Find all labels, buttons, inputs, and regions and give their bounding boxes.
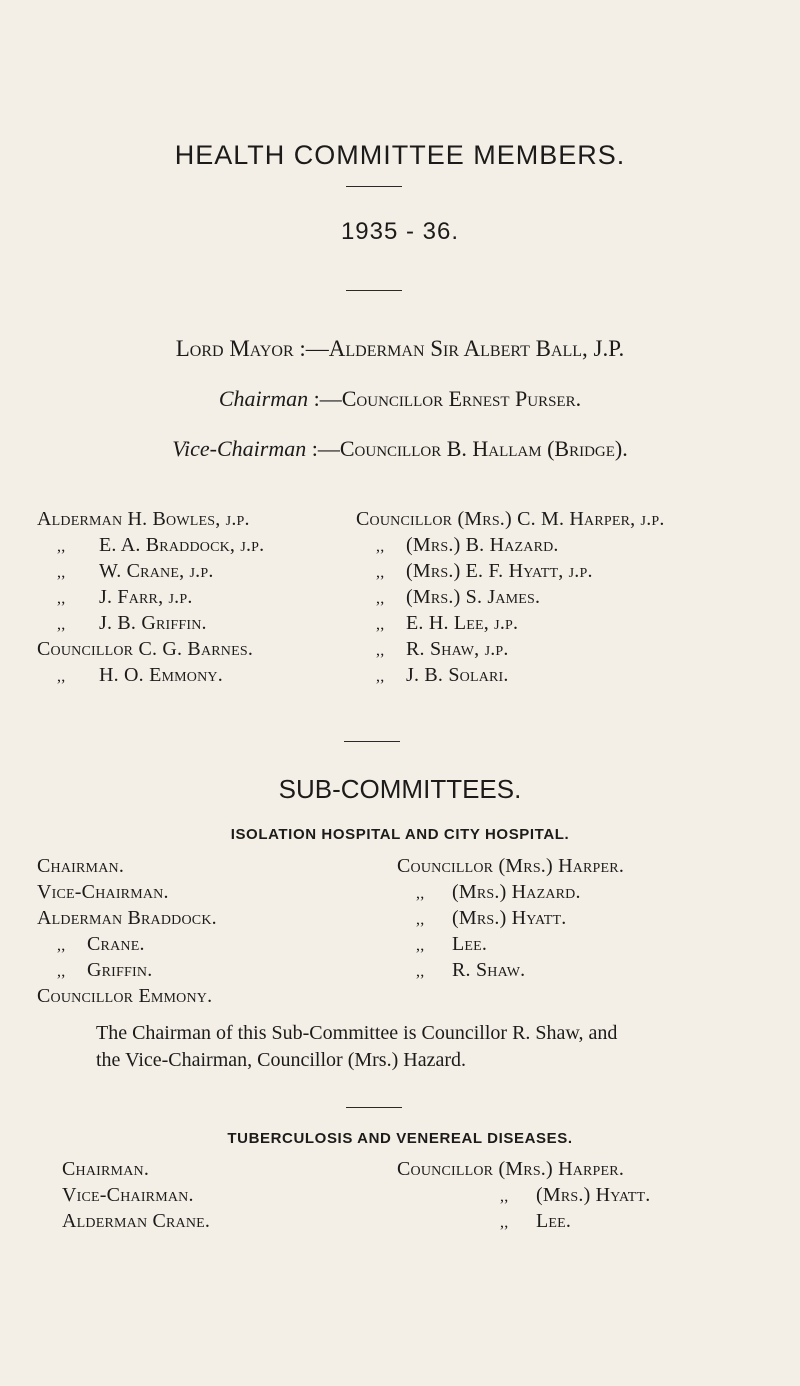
page-title: HEALTH COMMITTEE MEMBERS. bbox=[174, 140, 626, 170]
member-entry: ,, (Mrs.) B. Hazard. bbox=[376, 534, 559, 556]
member-entry: ,, R. Shaw, j.p. bbox=[376, 638, 509, 660]
member-entry: ,, W. Crane, j.p. bbox=[57, 560, 214, 582]
member-entry: Vice-Chairman. bbox=[37, 881, 169, 903]
member-entry: ,, (Mrs.) Hyatt. bbox=[416, 907, 567, 929]
tuberculosis-heading: TUBERCULOSIS AND VENEREAL DISEASES. bbox=[227, 1130, 573, 1147]
chairman-line bbox=[0, 386, 800, 412]
vice-chairman-line bbox=[0, 436, 800, 462]
member-entry: ,, J. B. Solari. bbox=[376, 664, 509, 686]
member-entry: ,, (Mrs.) E. F. Hyatt, j.p. bbox=[376, 560, 593, 582]
lord-mayor-label: Lord Mayor bbox=[175, 336, 294, 361]
isolation-note-line: The Chairman of this Sub-Committee is Councillor R. Shaw, and bbox=[96, 1022, 618, 1044]
member-entry: Vice-Chairman. bbox=[62, 1184, 194, 1206]
member-entry: ,, J. B. Griffin. bbox=[57, 612, 207, 634]
member-entry: ,, Griffin. bbox=[57, 959, 153, 981]
subcommittees-heading: SUB-COMMITTEES. bbox=[278, 774, 522, 804]
member-entry: ,, Lee. bbox=[500, 1210, 572, 1232]
member-entry: Councillor (Mrs.) Harper. bbox=[397, 855, 625, 877]
member-entry: ,, (Mrs.) Hyatt. bbox=[500, 1184, 651, 1206]
member-entry: Councillor (Mrs.) C. M. Harper, j.p. bbox=[356, 508, 665, 530]
chairman-value: :—Councillor Ernest Purser. bbox=[308, 386, 582, 411]
member-entry: Chairman. bbox=[37, 855, 125, 877]
member-entry: Chairman. bbox=[62, 1158, 150, 1180]
divider bbox=[346, 290, 402, 291]
lord-mayor-value: :—Alderman Sir Albert Ball, J.P. bbox=[293, 336, 625, 361]
member-entry: ,, Lee. bbox=[416, 933, 488, 955]
vice-chairman-label: Vice-Chairman bbox=[172, 436, 307, 461]
divider bbox=[346, 186, 402, 187]
member-entry: Councillor C. G. Barnes. bbox=[37, 638, 254, 660]
member-entry: ,, J. Farr, j.p. bbox=[57, 586, 193, 608]
member-entry: Councillor (Mrs.) Harper. bbox=[397, 1158, 625, 1180]
member-entry: ,, (Mrs.) S. James. bbox=[376, 586, 541, 608]
isolation-note-line: the Vice-Chairman, Councillor (Mrs.) Hazard. bbox=[96, 1049, 466, 1071]
member-entry: Alderman Crane. bbox=[62, 1210, 211, 1232]
member-entry: Alderman H. Bowles, j.p. bbox=[37, 508, 250, 530]
member-entry: ,, E. H. Lee, j.p. bbox=[376, 612, 519, 634]
member-entry: Alderman Braddock. bbox=[37, 907, 217, 929]
member-entry: ,, Crane. bbox=[57, 933, 145, 955]
chairman-label: Chairman bbox=[218, 386, 309, 411]
member-entry: ,, R. Shaw. bbox=[416, 959, 526, 981]
divider bbox=[344, 741, 400, 742]
member-entry: Councillor Emmony. bbox=[37, 985, 213, 1007]
vice-chairman-value: :—Councillor B. Hallam (Bridge). bbox=[306, 436, 628, 461]
divider bbox=[346, 1107, 402, 1108]
member-entry: ,, H. O. Emmony. bbox=[57, 664, 223, 686]
member-entry: ,, (Mrs.) Hazard. bbox=[416, 881, 581, 903]
lord-mayor-line bbox=[0, 336, 800, 362]
isolation-heading: ISOLATION HOSPITAL AND CITY HOSPITAL. bbox=[230, 826, 570, 843]
member-entry: ,, E. A. Braddock, j.p. bbox=[57, 534, 265, 556]
year-range: 1935 - 36. bbox=[340, 218, 460, 245]
